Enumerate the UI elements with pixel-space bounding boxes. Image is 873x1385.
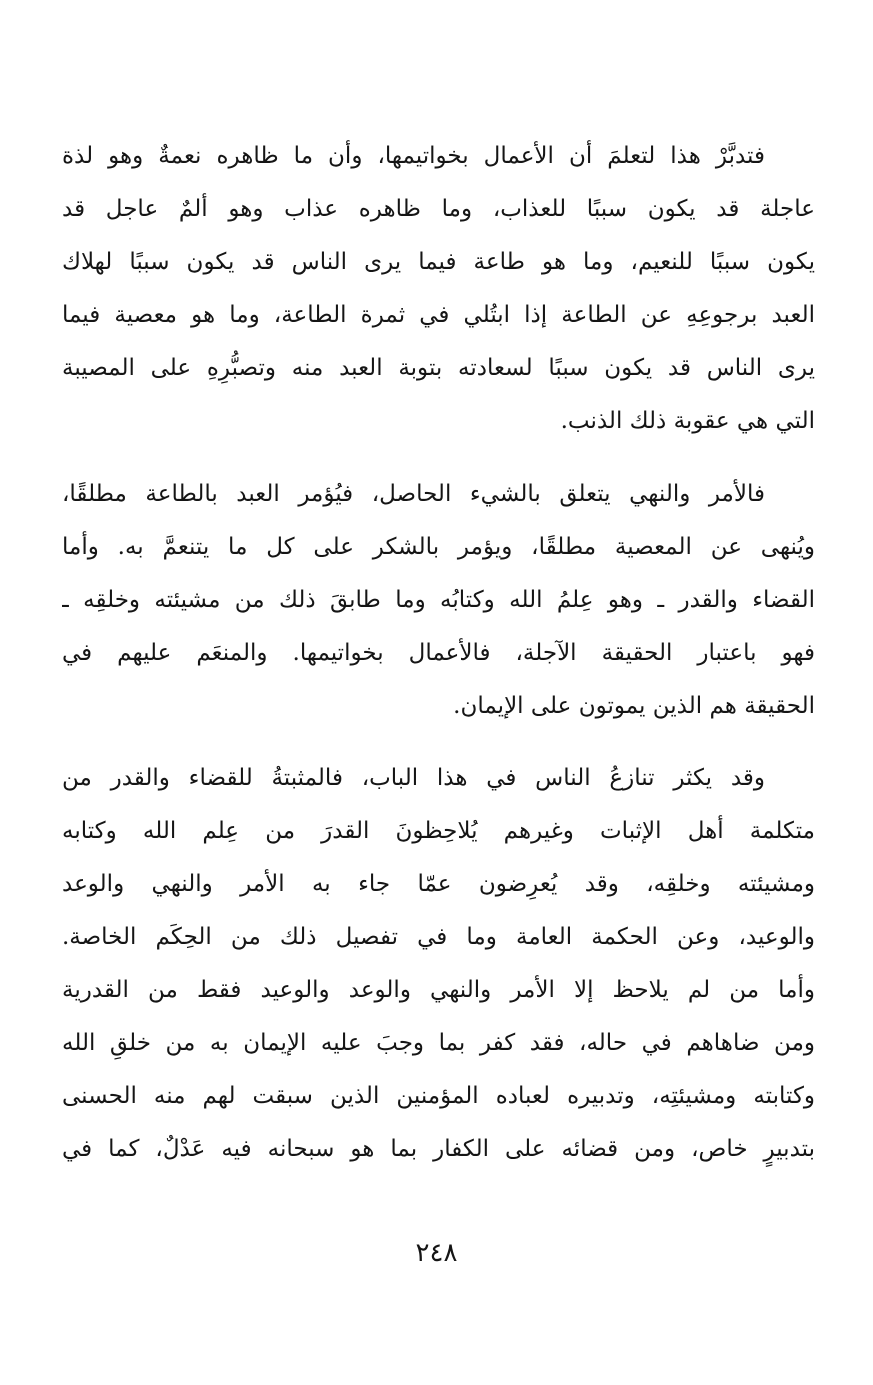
text-line: وأما من لم يلاحظ إلا الأمر والنهي والوعد والوعيد فقط من القدرية (62, 977, 815, 1003)
paragraph-2 (62, 468, 815, 733)
text-line: وقد يكثر تنازعُ الناس في هذا الباب، فالمثبتةُ للقضاء والقدر من (62, 765, 765, 791)
text-line: يكون سببًا للنعيم، وما هو طاعة فيما يرى الناس قد يكون سببًا لهلاك (62, 249, 815, 275)
text-line: الحقيقة هم الذين يموتون على الإيمان. (453, 693, 815, 719)
text-line: فالأمر والنهي يتعلق بالشيء الحاصل، فيُؤمر العبد بالطاعة مطلقًا، (62, 481, 765, 507)
text-line: متكلمة أهل الإثبات وغيرهم يُلاحِظونَ القدرَ من عِلم الله وكتابه (62, 818, 815, 844)
text-line: العبد برجوعِهِ عن الطاعة إذا ابتُلي في ثمرة الطاعة، وما هو معصية فيما (62, 302, 815, 328)
text-line: فهو باعتبار الحقيقة الآجلة، فالأعمال بخواتيمها. والمنعَم عليهم في (62, 640, 815, 666)
text-line: ومشيئته وخلقِه، وقد يُعرِضون عمّا جاء به الأمر والنهي والوعد (62, 871, 815, 897)
text-line: عاجلة قد يكون سببًا للعذاب، وما ظاهره عذاب وهو ألمٌ عاجل قد (62, 196, 815, 222)
text-line: بتدبيرٍ خاص، ومن قضائه على الكفار بما هو سبحانه فيه عَدْلٌ، كما في (62, 1136, 815, 1162)
text-line: وكتابته ومشيئتِه، وتدبيره لعباده المؤمنين الذين سبقت لهم منه الحسنى (62, 1083, 815, 1109)
text-line: ومن ضاهاهم في حاله، فقد كفر بما وجبَ عليه الإيمان به من خلقِ الله (62, 1030, 815, 1056)
text-line: التي هي عقوبة ذلك الذنب. (560, 408, 815, 434)
paragraph-3 (62, 752, 815, 1176)
text-line: يرى الناس قد يكون سببًا لسعادته بتوبة العبد منه وتصبُّرِهِ على المصيبة (62, 355, 815, 381)
text-line: فتدبَّرْ هذا لتعلمَ أن الأعمال بخواتيمها، وأن ما ظاهره نعمةٌ وهو لذة (62, 143, 765, 169)
text-line: القضاء والقدر ـ وهو عِلمُ الله وكتابُه وما طابقَ ذلك من مشيئته وخلقِه ـ (62, 587, 815, 613)
paragraph-1 (62, 130, 815, 448)
page-number: ٢٤٨ (415, 1238, 458, 1268)
text-line: والوعيد، وعن الحكمة العامة وما في تفصيل ذلك من الحِكَم الخاصة. (62, 924, 815, 950)
text-line: ويُنهى عن المعصية مطلقًا، ويؤمر بالشكر على كل ما يتنعمَّ به. وأما (62, 534, 815, 560)
